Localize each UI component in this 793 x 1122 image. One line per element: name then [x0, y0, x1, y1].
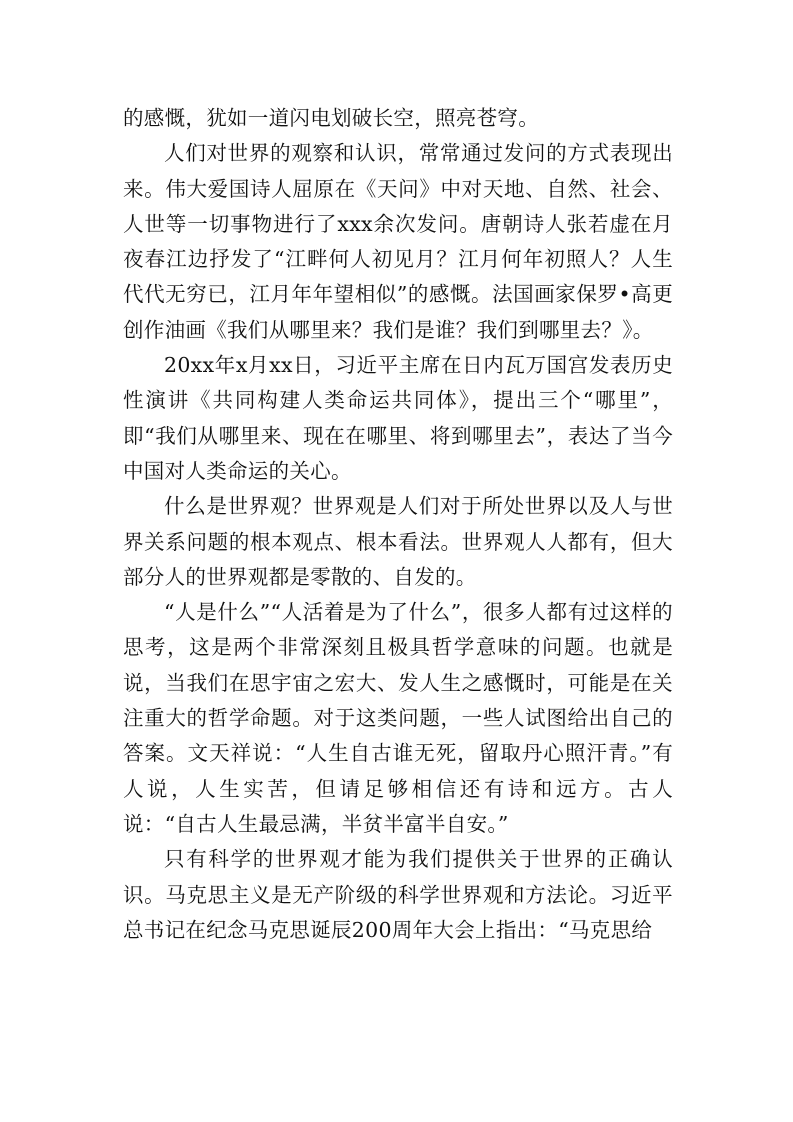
- document-body: [123, 101, 673, 948]
- paragraph-geneva-speech: 20xx年x月xx日，习近平主席在日内瓦万国宫发表历史性演讲《共同构建人类命运共同体》，提出三个“哪里”，即“我们从哪里来、现在在哪里、将到哪里去”，表达了当今中国对人类命运的关心。: [123, 353, 673, 483]
- paragraph-meaning-of-life: “人是什么”“人活着是为了什么”，很多人都有过这样的思考，这是两个非常深刻且极具哲学意味的问题。也就是说，当我们在思宇宙之宏大、发人生之感慨时，可能是在关注重大的哲学命题。对于这类问题，一些人试图给出自己的答案。文天祥说：“人生自古谁无死，留取丹心照汗青。”有人说，人生实苦，但请足够相信还有诗和远方。古人说：“自古人生最忌满，半贫半富半自安。”: [123, 600, 673, 836]
- paragraph-questioning-world: 人们对世界的观察和认识，常常通过发问的方式表现出来。伟大爱国诗人屈原在《天问》中对天地、自然、社会、人世等一切事物进行了xxx余次发问。唐朝诗人张若虚在月夜春江边抒发了“江畔何人初见月？江月何年初照人？人生代代无穷已，江月年年望相似”的感慨。法国画家保罗•高更创作油画《我们从哪里来？我们是谁？我们到哪里去？》。: [123, 141, 673, 342]
- paragraph-scientific-worldview: 只有科学的世界观才能为我们提供关于世界的正确认识。马克思主义是无产阶级的科学世界观和方法论。习近平总书记在纪念马克思诞辰200周年大会上指出：“马克思给: [123, 847, 673, 942]
- paragraph-continuation: 的感慨，犹如一道闪电划破长空，照亮苍穹。: [123, 106, 539, 130]
- paragraph-worldview-definition: 什么是世界观？世界观是人们对于所处世界以及人与世界关系问题的根本观点、根本看法。世界观人人都有，但大部分人的世界观都是零散的、自发的。: [123, 494, 673, 589]
